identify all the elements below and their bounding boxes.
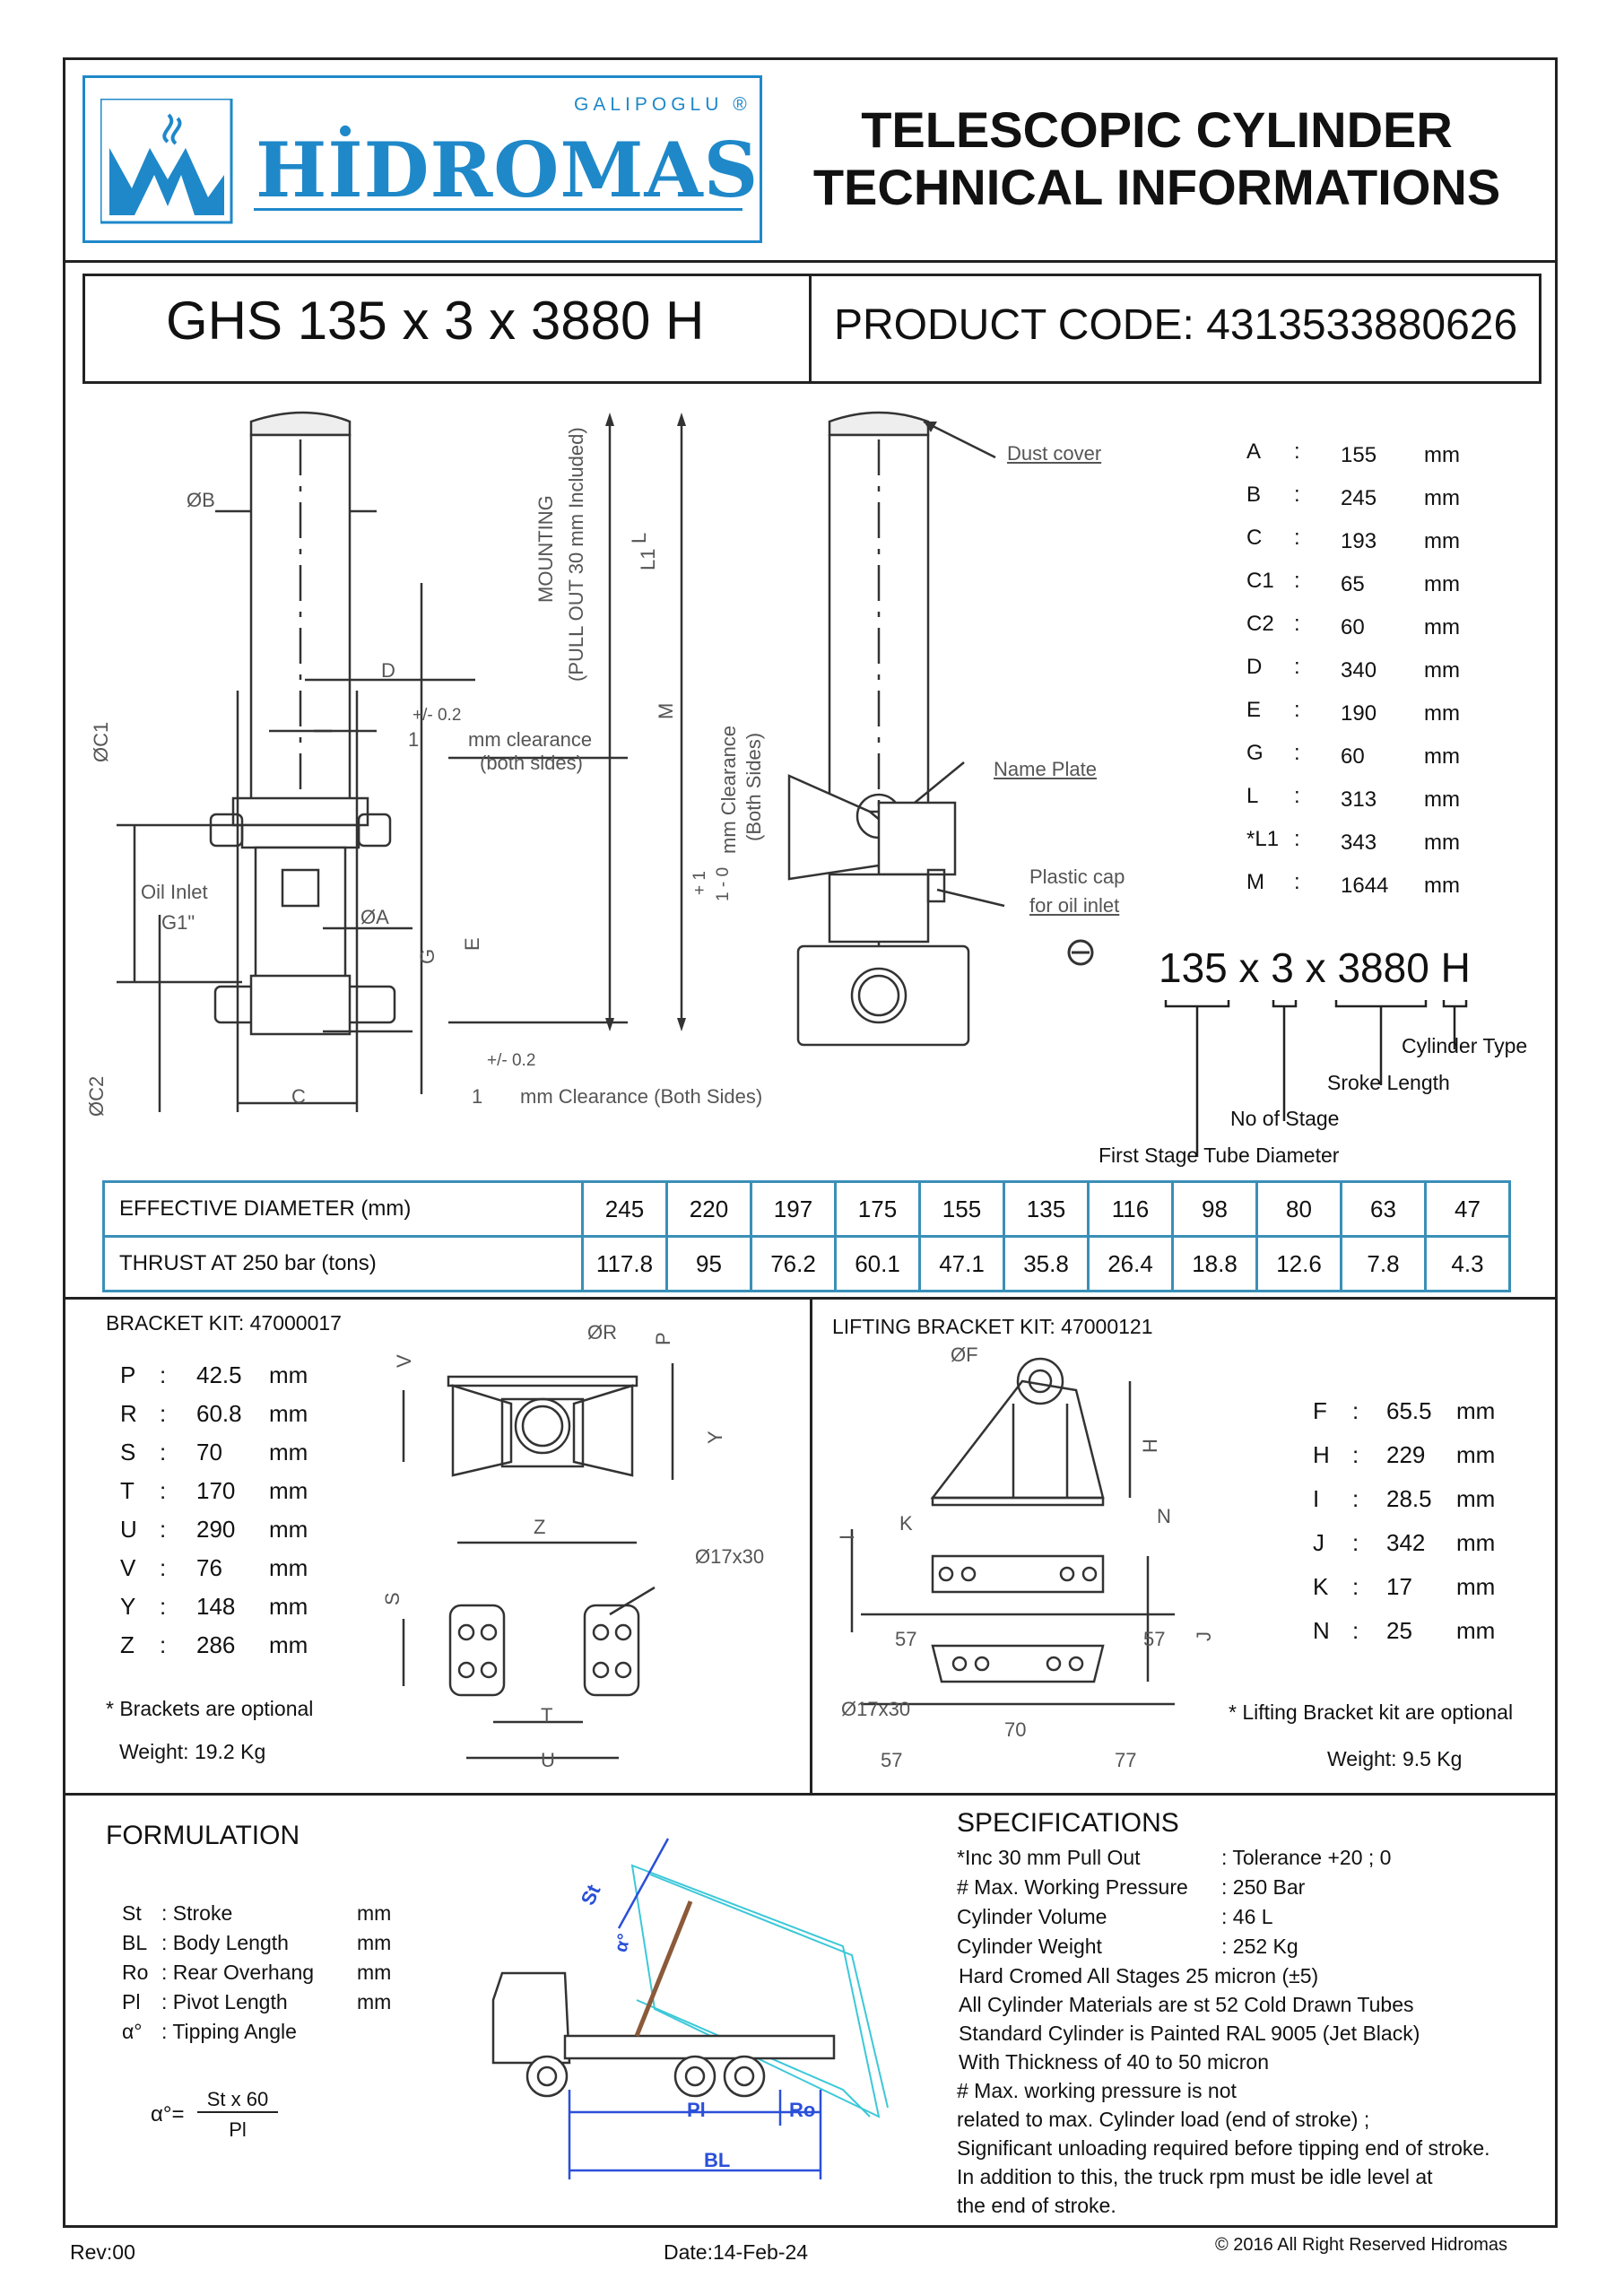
diameter-cell: 175: [836, 1182, 920, 1237]
formula-key: Ro: [122, 1961, 149, 1984]
label-l: L: [628, 532, 650, 544]
dim-key: C: [1246, 526, 1263, 550]
bracket-label-s: S: [381, 1592, 404, 1605]
label-stroke-length: Sroke Length: [1327, 1071, 1450, 1094]
bracket-item-key: P: [120, 1361, 136, 1388]
dim-value: 190: [1341, 701, 1377, 726]
dim-key: G: [1246, 741, 1264, 765]
label-e: E: [461, 937, 483, 951]
spec-text: In addition to this, the truck rpm must be idle level at: [957, 2165, 1433, 2188]
bracket-label-p: P: [652, 1332, 674, 1345]
dim-value: 340: [1341, 658, 1377, 683]
bracket-item-colon: :: [160, 1361, 167, 1388]
dim-value: 313: [1341, 787, 1377, 812]
brand-underline: [254, 208, 743, 211]
label-plus1: + 1: [690, 871, 709, 895]
lifting-item-unit: mm: [1456, 1529, 1496, 1556]
thrust-cell: 12.6: [1257, 1237, 1342, 1292]
label-minus0: 1 - 0: [714, 866, 733, 901]
bracket-label-v: V: [393, 1354, 415, 1368]
bracket-weight: Weight: 19.2 Kg: [119, 1740, 266, 1763]
label-clear1b: (both sides): [480, 752, 583, 774]
dim-unit: mm: [1424, 831, 1460, 855]
lifting-item-colon: :: [1352, 1529, 1359, 1556]
title-line-1: TELESCOPIC CYLINDER: [861, 101, 1453, 158]
spec-text: Significant unloading required before tipping end of stroke.: [957, 2136, 1490, 2160]
label-g1: G1": [161, 911, 195, 934]
label-phi-b: ØB: [187, 489, 215, 511]
cylinder-side-view: [771, 395, 1202, 1058]
thrust-cell: 117.8: [583, 1237, 667, 1292]
truck-label-alpha: α°: [611, 1931, 635, 1955]
dim-colon: :: [1294, 655, 1300, 679]
bracket-item-key: R: [120, 1400, 137, 1427]
formula-desc: : Body Length: [161, 1931, 289, 1954]
bracket-item-colon: :: [160, 1554, 167, 1581]
lifting-item-colon: :: [1352, 1485, 1359, 1512]
label-clear2: mm Clearance (Both Sides): [520, 1085, 763, 1108]
label-for-oil: for oil inlet: [1029, 894, 1120, 917]
thrust-cell: 35.8: [1004, 1237, 1089, 1292]
lifting-item-key: N: [1313, 1617, 1330, 1644]
dim-value: 60: [1341, 744, 1365, 769]
diameter-cell: 155: [920, 1182, 1004, 1237]
label-dust-cover: Dust cover: [1007, 442, 1102, 465]
bracket-note: * Brackets are optional: [106, 1697, 314, 1720]
formula-key: St: [122, 1901, 142, 1925]
label-clear3b: (Both Sides): [743, 732, 765, 841]
truck-drawing: [466, 1821, 933, 2197]
formula-denominator: Pl: [229, 2118, 247, 2141]
formula-unit: mm: [357, 1961, 392, 1984]
spec-value: : 46 L: [1221, 1905, 1273, 1928]
dim-colon: :: [1294, 698, 1300, 722]
bracket-label-r: ØR: [587, 1321, 617, 1344]
lifting-item-colon: :: [1352, 1397, 1359, 1424]
divider: [810, 1297, 812, 1793]
lifting-item-unit: mm: [1456, 1397, 1496, 1424]
brand-name: HİDROMAS: [256, 126, 760, 214]
footer-rev: Rev:00: [70, 2240, 135, 2264]
thrust-cell: 60.1: [836, 1237, 920, 1292]
label-one1: 1: [408, 728, 420, 751]
thrust-cell: 47.1: [920, 1237, 1004, 1292]
label-name-plate: Name Plate: [994, 758, 1097, 780]
label-g: G: [416, 948, 439, 964]
formula-desc: : Stroke: [161, 1901, 233, 1925]
code-breakdown: 135 x 3 x 3880 H: [1159, 944, 1471, 991]
dim-value: 155: [1341, 443, 1377, 467]
dim-unit: mm: [1424, 658, 1460, 683]
lifting-item-value: 28.5: [1386, 1485, 1432, 1512]
bracket-item-key: Y: [120, 1593, 136, 1620]
bracket-item-unit: mm: [269, 1361, 308, 1388]
lifting-label-77: 77: [1115, 1749, 1137, 1771]
dim-unit: mm: [1424, 615, 1460, 639]
dim-unit: mm: [1424, 744, 1460, 769]
lifting-label-57c: 57: [881, 1749, 903, 1771]
spec-text: Hard Cromed All Stages 25 micron (±5): [959, 1964, 1319, 1987]
lifting-label-j: J: [1193, 1631, 1215, 1641]
spec-label: *Inc 30 mm Pull Out: [957, 1846, 1141, 1869]
bracket-label-u: U: [541, 1749, 555, 1771]
thrust-cell: 95: [667, 1237, 751, 1292]
model-name: GHS 135 x 3 x 3880 H: [166, 291, 705, 351]
lifting-item-colon: :: [1352, 1617, 1359, 1644]
dim-value: 193: [1341, 529, 1377, 553]
lifting-label-i: I: [836, 1534, 858, 1540]
dim-unit: mm: [1424, 443, 1460, 467]
diameter-cell: 116: [1089, 1182, 1173, 1237]
lifting-label-hole: Ø17x30: [841, 1698, 911, 1720]
dim-colon: :: [1294, 439, 1300, 464]
bracket-item-key: Z: [120, 1631, 135, 1658]
diameter-cell: 63: [1342, 1182, 1426, 1237]
bracket-item-colon: :: [160, 1631, 167, 1658]
spec-text: the end of stroke.: [957, 2194, 1116, 2217]
lifting-label-70: 70: [1004, 1718, 1027, 1741]
lifting-item-value: 229: [1386, 1441, 1426, 1468]
dim-unit: mm: [1424, 529, 1460, 553]
bracket-label-y: Y: [704, 1431, 726, 1444]
dim-colon: :: [1294, 569, 1300, 593]
bracket-item-unit: mm: [269, 1400, 308, 1427]
label-m: M: [655, 702, 677, 719]
spec-value: : Tolerance +20 ; 0: [1221, 1846, 1392, 1869]
label-no-of-stage: No of Stage: [1230, 1107, 1340, 1130]
bracket-title: BRACKET KIT: 47000017: [106, 1311, 342, 1335]
diameter-cell: 98: [1173, 1182, 1257, 1237]
bracket-label-t: T: [541, 1704, 553, 1726]
dim-key: D: [1246, 655, 1263, 679]
dim-key: A: [1246, 439, 1262, 464]
label-pullout: (PULL OUT 30 mm Included): [565, 427, 587, 682]
divider: [809, 274, 812, 384]
spec-text: related to max. Cylinder load (end of stroke) ;: [957, 2108, 1370, 2131]
formula-key: α°: [122, 2020, 143, 2043]
specs-title: SPECIFICATIONS: [957, 1808, 1179, 1838]
label-plastic-cap: Plastic cap: [1029, 865, 1125, 888]
bracket-item-value: 170: [196, 1477, 236, 1504]
lifting-item-value: 17: [1386, 1573, 1412, 1600]
footer-date: Date:14-Feb-24: [664, 2240, 809, 2264]
bracket-item-colon: :: [160, 1477, 167, 1504]
bracket-item-value: 148: [196, 1593, 236, 1620]
lifting-item-colon: :: [1352, 1573, 1359, 1600]
dim-colon: :: [1294, 870, 1300, 894]
thrust-table: [102, 1180, 1511, 1292]
formula-key: BL: [122, 1931, 148, 1954]
dim-unit: mm: [1424, 874, 1460, 898]
dim-value: 245: [1341, 486, 1377, 510]
bracket-item-unit: mm: [269, 1516, 308, 1543]
bracket-item-key: T: [120, 1477, 135, 1504]
dim-key: M: [1246, 870, 1264, 894]
bracket-item-colon: :: [160, 1593, 167, 1620]
label-clear3: mm Clearance: [717, 725, 740, 854]
lifting-item-key: J: [1313, 1529, 1324, 1556]
formula-alpha: α°=: [151, 2102, 185, 2126]
truck-label-bl: BL: [704, 2149, 731, 2171]
lifting-label-n: N: [1157, 1505, 1171, 1527]
bracket-item-unit: mm: [269, 1593, 308, 1620]
footer-copyright: © 2016 All Right Reserved Hidromas: [1215, 2235, 1507, 2255]
thrust-cell: 7.8: [1342, 1237, 1426, 1292]
bracket-item-key: S: [120, 1439, 136, 1465]
label-mounting: MOUNTING: [534, 495, 557, 603]
dim-key: C2: [1246, 612, 1274, 636]
label-oil-inlet: Oil Inlet: [141, 881, 208, 903]
bracket-item-value: 70: [196, 1439, 222, 1465]
dim-unit: mm: [1424, 486, 1460, 510]
bracket-item-value: 290: [196, 1516, 236, 1543]
lifting-item-value: 25: [1386, 1617, 1412, 1644]
dim-colon: :: [1294, 526, 1300, 550]
brand-sub: GALIPOGLU ®: [574, 94, 751, 115]
lifting-label-k: K: [899, 1512, 913, 1535]
dim-colon: :: [1294, 483, 1300, 507]
lifting-item-value: 342: [1386, 1529, 1426, 1556]
dim-key: *L1: [1246, 827, 1280, 851]
bracket-item-value: 286: [196, 1631, 236, 1658]
bracket-item-unit: mm: [269, 1554, 308, 1581]
label-phi-c1: ØC1: [90, 721, 112, 762]
bracket-item-key: U: [120, 1516, 137, 1543]
diameter-cell: 220: [667, 1182, 751, 1237]
dim-key: C1: [1246, 569, 1274, 593]
formula-unit: mm: [357, 1931, 392, 1954]
dim-value: 65: [1341, 572, 1365, 596]
bracket-item-unit: mm: [269, 1631, 308, 1658]
formula-desc: : Pivot Length: [161, 1990, 288, 2013]
bracket-item-colon: :: [160, 1400, 167, 1427]
thrust-cell: 76.2: [751, 1237, 836, 1292]
label-l1: L1: [637, 548, 659, 570]
label-one2: 1: [472, 1085, 483, 1108]
dim-key: L: [1246, 784, 1259, 808]
bracket-label-hole: Ø17x30: [695, 1545, 765, 1568]
dim-unit: mm: [1424, 787, 1460, 812]
divider: [63, 260, 1558, 263]
label-phi-a: ØA: [360, 906, 389, 928]
lifting-item-key: K: [1313, 1573, 1329, 1600]
lifting-note: * Lifting Bracket kit are optional: [1229, 1700, 1514, 1724]
spec-text: # Max. working pressure is not: [957, 2079, 1237, 2102]
row2-label: THRUST AT 250 bar (tons): [104, 1237, 583, 1292]
lifting-item-key: H: [1313, 1441, 1330, 1468]
formula-desc: : Tipping Angle: [161, 2020, 297, 2043]
spec-text: All Cylinder Materials are st 52 Cold Drawn Tubes: [959, 1993, 1414, 2016]
dim-unit: mm: [1424, 701, 1460, 726]
label-d: D: [381, 659, 395, 682]
lifting-title: LIFTING BRACKET KIT: 47000121: [832, 1315, 1153, 1338]
dim-key: E: [1246, 698, 1262, 722]
divider: [63, 1793, 1558, 1796]
lifting-item-unit: mm: [1456, 1441, 1496, 1468]
thrust-cell: 4.3: [1426, 1237, 1510, 1292]
dim-value: 343: [1341, 831, 1377, 855]
lifting-label-f: ØF: [951, 1344, 978, 1366]
logo-mark-icon: [100, 99, 235, 224]
lifting-item-unit: mm: [1456, 1485, 1496, 1512]
thrust-cell: 26.4: [1089, 1237, 1173, 1292]
lifting-weight: Weight: 9.5 Kg: [1327, 1747, 1463, 1770]
dim-colon: :: [1294, 741, 1300, 765]
lifting-item-key: F: [1313, 1397, 1327, 1424]
formulation-title: FORMULATION: [106, 1821, 300, 1850]
lifting-item-unit: mm: [1456, 1573, 1496, 1600]
dim-colon: :: [1294, 784, 1300, 808]
lifting-label-h: H: [1139, 1439, 1161, 1453]
diameter-cell: 80: [1257, 1182, 1342, 1237]
bracket-item-value: 60.8: [196, 1400, 242, 1427]
bracket-item-key: V: [120, 1554, 136, 1581]
label-cylinder-type: Cylinder Type: [1402, 1034, 1528, 1057]
bracket-item-unit: mm: [269, 1439, 308, 1465]
dim-value: 60: [1341, 615, 1365, 639]
lifting-item-key: I: [1313, 1485, 1320, 1512]
spec-label: Cylinder Volume: [957, 1905, 1107, 1928]
bracket-label-z: Z: [534, 1516, 546, 1538]
diameter-cell: 47: [1426, 1182, 1510, 1237]
bracket-item-colon: :: [160, 1439, 167, 1465]
spec-label: Cylinder Weight: [957, 1935, 1102, 1958]
label-tol1: +/- 0.2: [413, 706, 462, 725]
thrust-cell: 18.8: [1173, 1237, 1257, 1292]
dim-colon: :: [1294, 612, 1300, 636]
bracket-item-unit: mm: [269, 1477, 308, 1504]
bracket-item-colon: :: [160, 1516, 167, 1543]
bracket-item-value: 76: [196, 1554, 222, 1581]
lifting-item-value: 65.5: [1386, 1397, 1432, 1424]
lifting-item-colon: :: [1352, 1441, 1359, 1468]
lifting-label-57a: 57: [895, 1628, 917, 1650]
diameter-cell: 245: [583, 1182, 667, 1237]
product-code: PRODUCT CODE: 4313533880626: [834, 301, 1518, 349]
spec-text: Standard Cylinder is Painted RAL 9005 (Jet Black): [959, 2022, 1420, 2045]
truck-label-pl: Pl: [687, 2099, 706, 2121]
title-line-2: TECHNICAL INFORMATIONS: [812, 159, 1501, 215]
label-phi-c2: ØC2: [85, 1075, 108, 1117]
lifting-label-57b: 57: [1143, 1628, 1166, 1650]
spec-text: With Thickness of 40 to 50 micron: [959, 2050, 1269, 2074]
truck-label-ro: Ro: [789, 2099, 816, 2121]
dim-value: 1644: [1341, 874, 1389, 898]
dim-key: B: [1246, 483, 1262, 507]
dim-colon: :: [1294, 827, 1300, 851]
spec-label: # Max. Working Pressure: [957, 1875, 1188, 1899]
formula-unit: mm: [357, 1901, 392, 1925]
label-first-stage: First Stage Tube Diameter: [1099, 1144, 1340, 1167]
row1-label: EFFECTIVE DIAMETER (mm): [104, 1182, 583, 1237]
spec-value: : 252 Kg: [1221, 1935, 1298, 1958]
label-c: C: [291, 1085, 306, 1108]
label-clear1: mm clearance: [468, 728, 593, 751]
label-tol2: +/- 0.2: [487, 1051, 536, 1070]
formula-numerator: St x 60: [197, 2088, 278, 2113]
formula-desc: : Rear Overhang: [161, 1961, 315, 1984]
diameter-cell: 135: [1004, 1182, 1089, 1237]
lifting-item-unit: mm: [1456, 1617, 1496, 1644]
spec-value: : 250 Bar: [1221, 1875, 1306, 1899]
truck-label-st: St: [576, 1881, 605, 1909]
formula-key: Pl: [122, 1990, 141, 2013]
bracket-item-value: 42.5: [196, 1361, 242, 1388]
formula-unit: mm: [357, 1990, 392, 2013]
diameter-cell: 197: [751, 1182, 836, 1237]
dim-unit: mm: [1424, 572, 1460, 596]
